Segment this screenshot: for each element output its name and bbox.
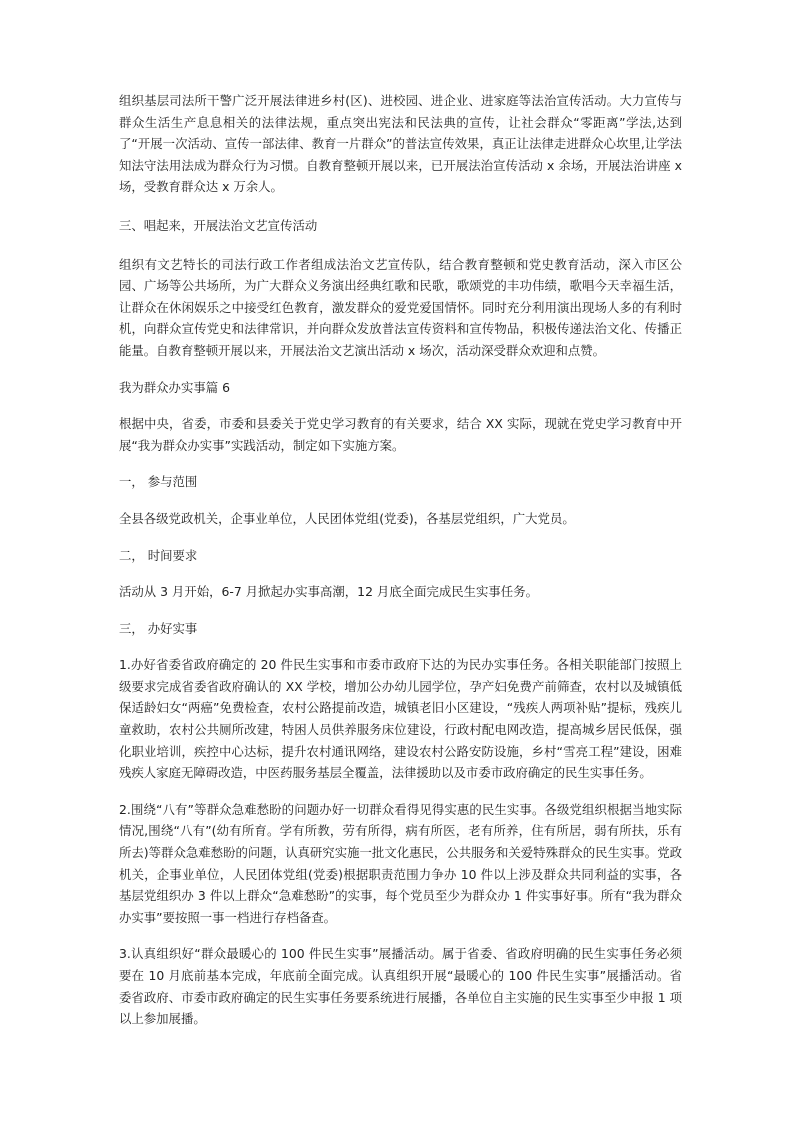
paragraph-scope: 全县各级党政机关，企事业单位，人民团体党组(党委)，各基层党组织，广大党员。 [119, 510, 575, 526]
paragraph-time: 活动从 3 月开始，6-7 月掀起办实事高潮，12 月底全面完成民生实事任务。 [119, 584, 538, 600]
paragraph-task-3: 3.认真组织好“群众最暖心的 100 件民生实事”展播活动。属于省委、省政府明确的民生实事任务必须要在 10 月底前基本完成，年底前全面完成。认真组织开展“最暖心的 100 件民生实事”展播活动。省委省政府、市委市政府确定的民生实事任务要系统进行展播，各单位自主实施的民生实事至少申报 1 项以上参加展播。 [119, 946, 682, 1027]
paragraph-arts-publicity: 组织有文艺特长的司法行政工作者组成法治文艺宣传队，结合教育整顿和党史教育活动，深入市区公园、广场等公共场所，为广大群众义务演出经典红歌和民歌，歌颂党的丰功伟绩，歌唱今天幸福生活，让群众在休闲娱乐之中接受红色教育，激发群众的爱党爱国情怀。同时充分利用演出现场人多的有利时机，向群众宣传党史和法律常识，并向群众发放普法宣传资料和宣传物品，积极传递法治文化、传播正能量。自教育整顿开展以来，开展法治文艺演出活动 x 场次，活动深受群众欢迎和点赞。 [119, 256, 682, 358]
document-body [119, 90, 682, 1030]
section-heading-time: 二， 时间要求 [119, 547, 198, 563]
paragraph-legal-publicity: 组织基层司法所干警广泛开展法律进乡村(区)、进校园、进企业、进家庭等法治宣传活动。大力宣传与群众生活生产息息相关的法律法规，重点突出宪法和民法典的宣传，让社会群众“零距离”学法,达到了“开展一次活动、宣传一部法律、教育一片群众”的普法宣传效果，真正让法律走进群众心坎里,让学法知法守法用法成为群众行为习惯。自教育整顿开展以来，已开展法治宣传活动 x 余场，开展法治讲座 x 场，受教育群众达 x 万余人。 [119, 93, 682, 195]
section-heading-scope: 一， 参与范围 [119, 474, 198, 490]
section-heading-arts-publicity: 三、唱起来，开展法治文艺宣传活动 [119, 217, 318, 233]
paragraph-intro: 根据中央，省委，市委和县委关于党史学习教育的有关要求，结合 XX 实际，现就在党史学习教育中开展“我为群众办实事”实践活动，制定如下实施方案。 [119, 416, 682, 453]
article-title: 我为群众办实事篇 6 [119, 379, 230, 395]
section-heading-tasks: 三， 办好实事 [119, 620, 198, 636]
paragraph-task-2: 2.围绕“八有”等群众急难愁盼的问题办好一切群众看得见得实惠的民生实事。各级党组织根据当地实际情况,围绕“八有”(幼有所育。学有所教，劳有所得，病有所医，老有所养，住有所居，弱有所扶，乐有所去)等群众急难愁盼的问题，认真研究实施一批文化惠民，公共服务和关爱特殊群众的民生实事。党政机关，企事业单位，人民团体党组(党委)根据职责范围力争办 10 件以上涉及群众共同利益的实事，各基层党组织办 3 件以上群众“急难愁盼”的实事，每个党员至少为群众办 1 件实事好事。所有“我为群众办实事”要按照一事一档进行存档备查。 [119, 801, 682, 925]
paragraph-task-1: 1.办好省委省政府确定的 20 件民生实事和市委市政府下达的为民办实事任务。各相关职能部门按照上级要求完成省委省政府确认的 XX 学校，增加公办幼儿园学位，孕产妇免费产前筛查，农村以及城镇低保适龄妇女“两癌”免费检查，农村公路提前改造，城镇老旧小区建设，“残疾人两项补贴”提标，残疾儿童救助，农村公共厕所改建，特困人员供养服务床位建设，行政村配电网改造，提高城乡居民低保，强化职业培训，疾控中心达标，提升农村通讯网络，建设农村公路安防设施，乡村“雪亮工程”建设，困难残疾人家庭无障碍改造，中医药服务基层全覆盖，法律援助以及市委市政府确定的民生实事任务。 [119, 657, 682, 781]
